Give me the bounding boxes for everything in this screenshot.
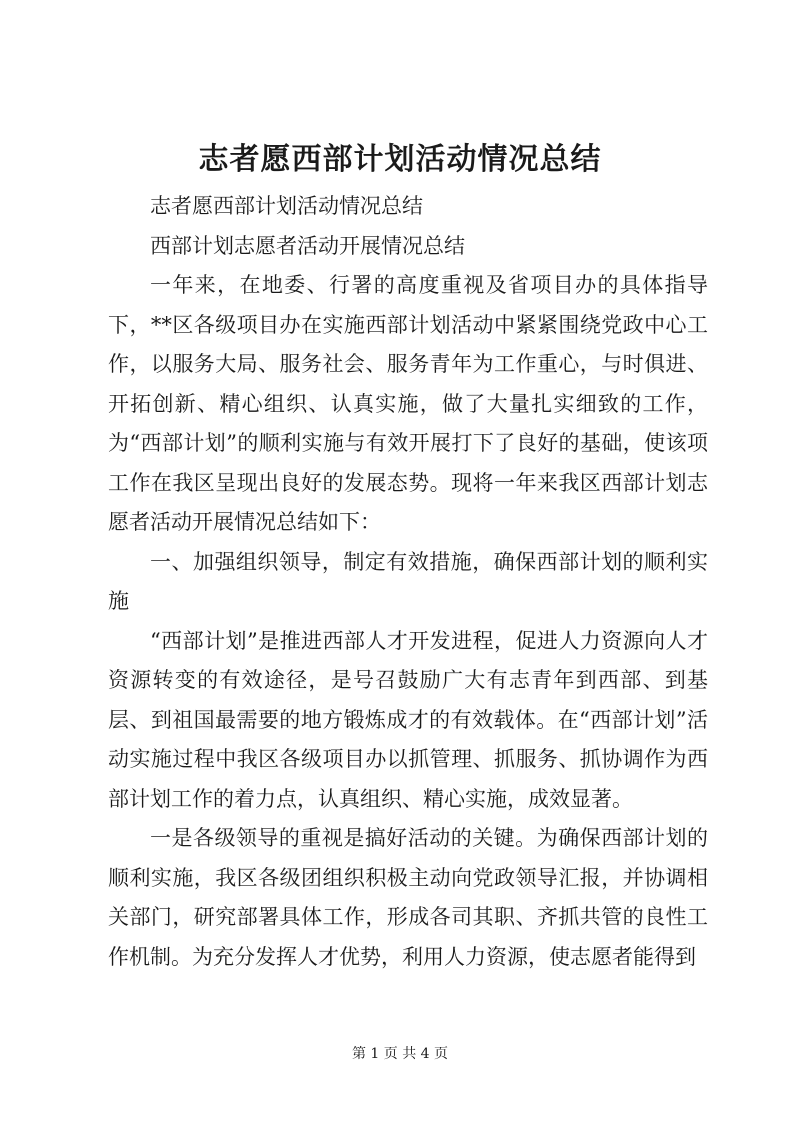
paragraph-section-one: 一、加强组织领导，制定有效措施，确保西部计划的顺利实施	[108, 549, 708, 613]
paragraph-body: 一是各级领导的重视是搞好活动的关键。为确保西部计划的顺利实施，我区各级团组织积极主动向党政领导汇报，并协调相关部门，研究部署具体工作，形成各司其职、齐抓共管的良性工作机制。为充分发挥人才优势，利用人力资源，使志愿者能得到	[108, 826, 708, 969]
paragraph-subtitle: 志者愿西部计划活动情况总结	[150, 194, 423, 218]
document-title: 志者愿西部计划活动情况总结	[198, 142, 602, 177]
page-footer: 第 1 页 共 4 页	[351, 1046, 449, 1062]
paragraph-body: “西部计划”是推进西部人才开发进程，促进人力资源向人才资源转变的有效途径，是号召鼓励广大有志青年到西部、到基层、到祖国最需要的地方锻炼成才的有效载体。在“西部计划”活动实施过程中我区各级项目办以抓管理、抓服务、抓协调作为西部计划工作的着力点，认真组织、精心实施，成效显著。	[108, 628, 708, 811]
document-body	[108, 187, 708, 977]
paragraph-intro: 一年来，在地委、行署的高度重视及省项目办的具体指导下，**区各级项目办在实施西部计划活动中紧紧围绕党政中心工作，以服务大局、服务社会、服务青年为工作重心，与时俱进、开拓创新、精心组织、认真实施，做了大量扎实细致的工作，为“西部计划”的顺利实施与有效开展打下了良好的基础，使该项工作在我区呈现出良好的发展态势。现将一年来我区西部计划志愿者活动开展情况总结如下：	[108, 273, 708, 534]
paragraph-heading: 西部计划志愿者活动开展情况总结	[150, 233, 465, 258]
